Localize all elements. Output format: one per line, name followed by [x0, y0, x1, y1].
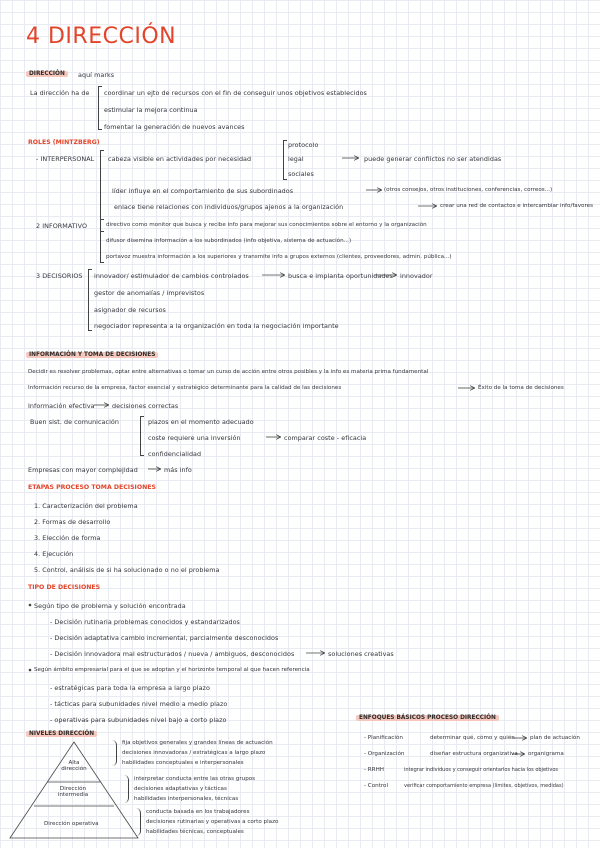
enlace-text: enlace tiene relaciones con individuos/grupos ajenos a la organización — [114, 203, 344, 211]
sist-coste-result: comparar coste - eficacia — [284, 434, 367, 442]
figura-type: legal — [288, 155, 304, 163]
tipos-seg1-item: - Decisión rutinaria problemas conocidos y estandarizados — [50, 618, 240, 626]
level-desc: habilidades técnicas, conceptuales — [146, 829, 244, 835]
enfoque-key: - RRHH — [364, 767, 384, 773]
innov-creative-result: soluciones creativas — [328, 650, 394, 658]
info-p3a: Información efectiva — [28, 402, 95, 410]
enfoque-value: integrar individuos y conseguir orientarlos hacia los objetivos — [404, 767, 558, 773]
page-title: 4 DIRECCIÓN — [26, 24, 177, 49]
etapa-item: 1. Caracterización del problema — [34, 502, 138, 510]
tipos-seg1: Según tipo de problema y solución encontrada — [34, 602, 186, 610]
level-label: Alta dirección — [61, 760, 87, 772]
enfoque-key: - Planificación — [364, 735, 403, 741]
decisiones-item: negociador representa a la organización en toda la negociación importante — [94, 322, 339, 330]
sist-label: Buen sist. de comunicación — [30, 418, 119, 426]
level-desc: decisiones innovadoras / estratégicas a largo plazo — [122, 750, 266, 756]
intro-item: coordinar un ejto de recursos con el fin de conseguir unos objetivos establecidos — [104, 89, 367, 97]
pyramid — [10, 742, 138, 838]
tipos-seg2-item: - estratégicas para toda la empresa a largo plazo — [50, 684, 210, 692]
figura-text: cabeza visible en actividades por necesidad — [108, 155, 252, 163]
bullet — [29, 604, 32, 607]
lider-text: líder influye en el comportamiento de sus subordinados — [112, 187, 294, 195]
enfoque-value: verificar comportamiento empresa (límites, objetivos, medidas) — [404, 783, 564, 789]
figura-type: sociales — [288, 170, 314, 178]
intro-item: estimular la mejora continua — [104, 106, 198, 114]
innov-result: innovador — [400, 272, 433, 280]
tipos-seg1-item: - Decisión adaptativa cambio incremental, parcialmente desconocidos — [50, 634, 279, 642]
level-label: Dirección intermedia — [57, 786, 89, 798]
intro-item: fomentar la generación de nuevos avances — [104, 123, 245, 131]
lider-note: (otros consejos, otros instituciones, conferencias, correos...) — [384, 187, 553, 193]
informativo-item: directivo como monitor que busca y recibe info para mejorar sus conocimientos sobre el entorno y la organización — [106, 222, 427, 228]
info-p4b: más info — [164, 466, 192, 474]
sist-item: confidencialidad — [148, 450, 202, 458]
label-note: aquí marks — [78, 71, 115, 79]
interpersonal-label: - INTERPERSONAL — [36, 155, 95, 163]
level-desc: decisiones rutinarias y operativas a corto plazo — [146, 819, 279, 825]
decisiones-item: innovador/ estimulador de cambios controlados — [94, 272, 249, 280]
roles-heading: ROLES (MINTZBERG) — [28, 139, 100, 146]
enfoque-result: organigrama — [528, 751, 564, 757]
info-heading: INFORMACIÓN Y TOMA DE DECISIONES — [26, 352, 158, 358]
info-p2a: Información recurso de la empresa, factor esencial y estratégico determinante para la calidad de las decisiones — [28, 385, 342, 391]
figura-type: protocolo — [288, 141, 319, 149]
informativo-label: 2 INFORMATIVO — [36, 222, 88, 230]
innov-mid: busca e implanta oportunidades — [288, 272, 393, 280]
level-label: Dirección operativa — [44, 821, 99, 827]
level-desc: decisiones adaptativas y tácticas — [134, 786, 227, 792]
decisiones-item: gestor de anomalías / imprevistos — [94, 289, 205, 297]
enfoque-key: - Organización — [364, 751, 405, 757]
info-p1: Decidir es resolver problemas, optar entre alternativas o tomar un curso de acción entre otros posibles y la info es materia prima fundamental — [28, 369, 429, 375]
etapa-item: 5. Control, análisis de si ha solucionado o no el problema — [34, 566, 220, 574]
informativo-item: difusor disemina información a los subordinados (info objetiva, sistema de actuación...) — [106, 238, 352, 244]
enfoque-key: - Control — [364, 783, 389, 789]
sist-item: plazos en el momento adecuado — [148, 418, 254, 426]
decisiones-label: 3 DECISORIOS — [36, 272, 83, 280]
level-desc: conducta basada en los trabajadores — [146, 809, 250, 815]
figura-result: puede generar conflictos no ser atendidas — [364, 155, 502, 163]
informativo-item: portavoz muestra información a los superiores y transmite info a grupos externos (clientes, proveedores, admin. pública...) — [106, 254, 452, 260]
info-p2b: Éxito de la toma de decisiones — [478, 385, 564, 391]
intro-lead: La dirección ha de — [30, 89, 90, 97]
level-desc: interpretar conducta entre las otras grupos — [134, 776, 256, 782]
etapas-heading: ETAPAS PROCESO TOMA DECISIONES — [28, 484, 156, 491]
enfoque-value: determinar qué, cómo y quién — [430, 735, 515, 741]
decisiones-item: asignador de recursos — [94, 306, 166, 314]
sist-item: coste requiere una inversión — [148, 434, 241, 442]
enfoque-result: plan de actuación — [530, 735, 580, 741]
tipos-seg2: Según ámbito empresarial para el que se adoptan y el horizonte temporal al que hacen referencia — [34, 667, 310, 673]
section-label-direccion: DIRECCIÓN — [26, 71, 68, 77]
enfoques-heading: ENFOQUES BÁSICOS PROCESO DIRECCIÓN — [356, 715, 499, 721]
etapa-item: 2. Formas de desarrollo — [34, 518, 111, 526]
level-desc: fija objetivos generales y grandes líneas de actuación — [122, 740, 273, 746]
info-p3b: decisiones correctas — [112, 402, 179, 410]
tipos-seg2-item: - operativas para subunidades nivel bajo a corto plazo — [50, 716, 227, 724]
niveles-heading: NIVELES DIRECCIÓN — [26, 731, 97, 737]
etapa-item: 3. Elección de forma — [34, 534, 101, 542]
bullet — [29, 669, 32, 672]
enlace-result: crear una red de contactos e intercambiar info/favores — [440, 203, 593, 209]
enfoque-value: diseñar estructura organizativa — [430, 751, 518, 757]
tipos-seg2-item: - tácticas para subunidades nivel medio a medio plazo — [50, 700, 228, 708]
etapa-item: 4. Ejecución — [34, 550, 74, 558]
tipos-seg1-item: - Decisión innovadora mal estructurados / nueva / ambiguos, desconocidos — [50, 650, 295, 658]
tipos-heading: TIPO DE DECISIONES — [28, 584, 101, 591]
level-desc: habilidades conceptuales e interpersonales — [122, 760, 244, 766]
info-p4a: Empresas con mayor complejidad — [28, 466, 138, 474]
level-desc: habilidades interpersonales, técnicas — [134, 796, 239, 802]
